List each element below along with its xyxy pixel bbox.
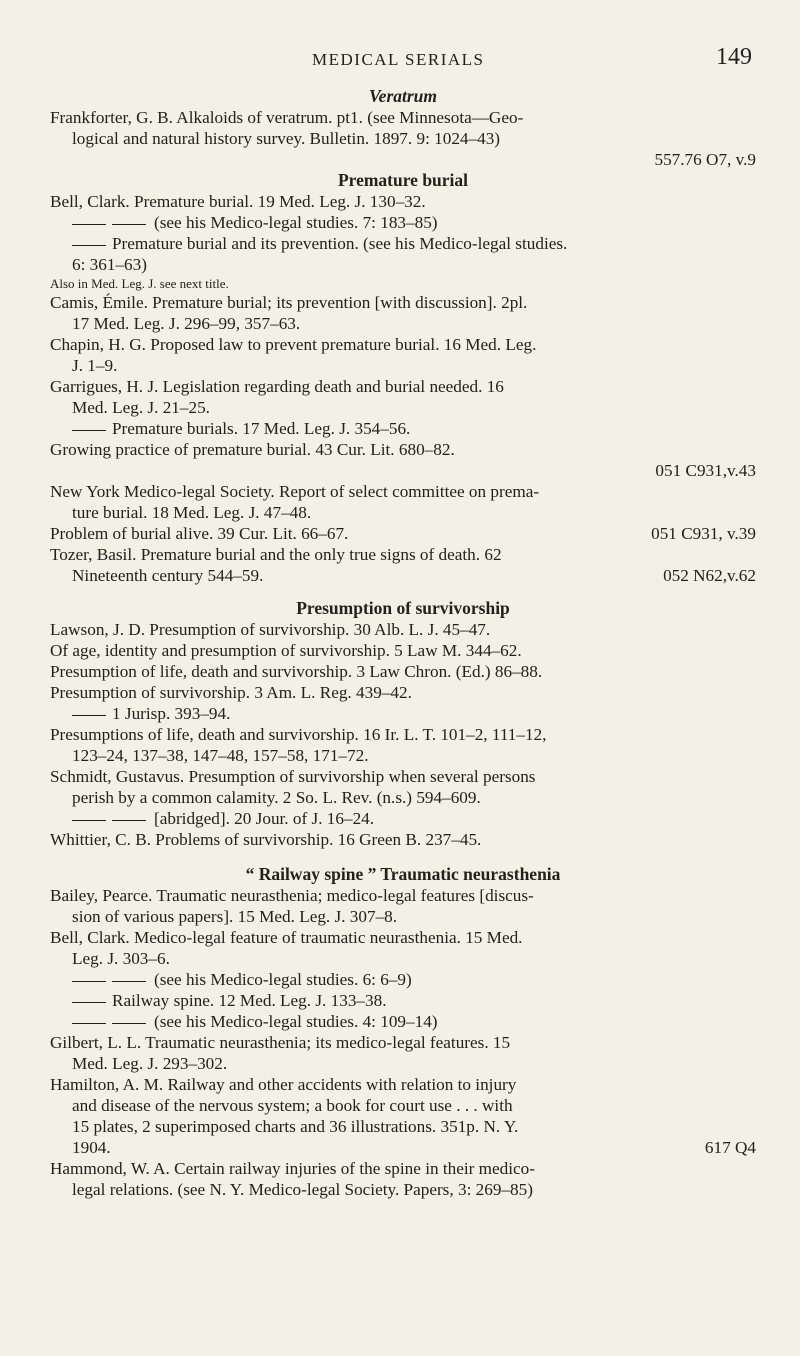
entry-presumption-survivorship: Presumption of survivorship. 3 Am. L. Reg. 439–42. [50,683,412,702]
entry-frankforter-line-2: logical and natural history survey. Bulletin. 1897. 9: 1024–43) [72,129,501,148]
entry-presumptions-line-2: 123–24, 137–38, 147–48, 157–58, 171–72. [72,746,369,765]
entry-bell-see-his-4: (see his Medico-legal studies. 4: 109–14) [50,1011,756,1032]
entry-bell-prevention-line-2: 6: 361–63) [72,255,147,274]
entry-jurisp: 1 Jurisp. 393–94. [50,703,756,724]
entry-chapin-line-1: Chapin, H. G. Proposed law to prevent premature burial. 16 Med. Leg. [50,335,537,354]
entry-garrigues-line-1: Garrigues, H. J. Legislation regarding death and burial needed. 16 [50,377,504,396]
entry-hamilton-line-2: and disease of the nervous system; a book for court use . . . with [72,1096,513,1115]
entry-hamilton-line-3: 15 plates, 2 superimposed charts and 36 illustrations. 351p. N. Y. [72,1117,519,1136]
call-number: 557.76 O7, v.9 [654,150,756,169]
entry-nymls-line-1: New York Medico-legal Society. Report of select committee on prema- [50,482,540,501]
entry-frankforter-line-1: Frankforter, G. B. Alkaloids of veratrum. pt1. (see Minnesota—Geo- [50,108,524,127]
call-number: 617 Q4 [704,1138,756,1157]
entry-of-age: Of age, identity and presumption of survivorship. 5 Law M. 344–62. [50,641,522,660]
entry-bailey-line-1: Bailey, Pearce. Traumatic neurasthenia; medico-legal features [discus- [50,886,534,905]
entry-lawson: Lawson, J. D. Presumption of survivorship. 30 Alb. L. J. 45–47. [50,620,491,639]
entry-hamilton-line-1: Hamilton, A. M. Railway and other accidents with relation to injury [50,1075,517,1094]
call-number: 052 N62,v.62 [663,566,756,585]
entry-tozer-line-2: Nineteenth century 544–59. 052 N62,v.62 [72,566,756,585]
entry-presumption-life: Presumption of life, death and survivorship. 3 Law Chron. (Ed.) 86–88. [50,662,543,681]
entry-bell-railway-spine: Railway spine. 12 Med. Leg. J. 133–38. [50,990,756,1011]
entry-gilbert-line-2: Med. Leg. J. 293–302. [72,1054,228,1073]
entry-camis-line-1: Camis, Émile. Premature burial; its prevention [with discussion]. 2pl. [50,293,528,312]
entry-problem: Problem of burial alive. 39 Cur. Lit. 66–67. 051 C931, v.39 [50,524,756,543]
call-number: 051 C931, v.39 [651,524,756,543]
entry-garrigues-line-2: Med. Leg. J. 21–25. [72,398,210,417]
page-number: 149 [716,44,752,70]
section-heading-survivorship: Presumption of survivorship [296,598,510,618]
section-heading-premature-burial: Premature burial [337,170,469,190]
entry-schmidt-line-2: perish by a common calamity. 2 So. L. Rev. (n.s.) 594–609. [72,788,481,807]
running-head: MEDICAL SERIALS [312,50,485,69]
entry-bell-neurasthenia-line-2: Leg. J. 303–6. [72,949,170,968]
entry-bell-neurasthenia-line-1: Bell, Clark. Medico-legal feature of traumatic neurasthenia. 15 Med. [50,928,523,947]
entry-garrigues-burials: Premature burials. 17 Med. Leg. J. 354–56. [50,418,756,439]
entry-bell-see-his-6: (see his Medico-legal studies. 6: 6–9) [50,969,756,990]
entry-camis-line-2: 17 Med. Leg. J. 296–99, 357–63. [72,314,301,333]
section-heading-railway-spine: “ Railway spine ” Traumatic neurasthenia [245,864,561,884]
entry-chapin-line-2: J. 1–9. [72,356,118,375]
section-heading-veratrum: Veratrum [368,86,438,106]
page-body [50,86,756,1200]
entry-hamilton-line-4: 1904. 617 Q4 [72,1138,756,1157]
entry-hammond-line-1: Hammond, W. A. Certain railway injuries of the spine in their medico- [50,1159,535,1178]
page-header [0,42,800,72]
entry-bell-prevention: Premature burial and its prevention. (see his Medico-legal studies. [50,233,756,254]
entry-tozer-line-1: Tozer, Basil. Premature burial and the only true signs of death. 62 [50,545,502,564]
entry-bell-see-his: (see his Medico-legal studies. 7: 183–85) [50,212,756,233]
entry-schmidt-line-1: Schmidt, Gustavus. Presumption of survivorship when several persons [50,767,536,786]
entry-presumptions-line-1: Presumptions of life, death and survivorship. 16 Ir. L. T. 101–2, 111–12, [50,725,547,744]
entry-bailey-line-2: sion of various papers]. 15 Med. Leg. J. 307–8. [72,907,398,926]
entry-nymls-line-2: ture burial. 18 Med. Leg. J. 47–48. [72,503,312,522]
entry-whittier: Whittier, C. B. Problems of survivorship. 16 Green B. 237–45. [50,830,482,849]
entry-gilbert-line-1: Gilbert, L. L. Traumatic neurasthenia; its medico-legal features. 15 [50,1033,511,1052]
entry-schmidt-abridged: [abridged]. 20 Jour. of J. 16–24. [50,808,756,829]
entry-growing-practice: Growing practice of premature burial. 43 Cur. Lit. 680–82. [50,440,455,459]
entry-bell-premature: Bell, Clark. Premature burial. 19 Med. Leg. J. 130–32. [50,192,426,211]
entry-hammond-line-2: legal relations. (see N. Y. Medico-legal Society. Papers, 3: 269–85) [72,1180,533,1199]
call-number: 051 C931,v.43 [655,461,756,480]
note-also-in: Also in Med. Leg. J. see next title. [50,276,229,291]
